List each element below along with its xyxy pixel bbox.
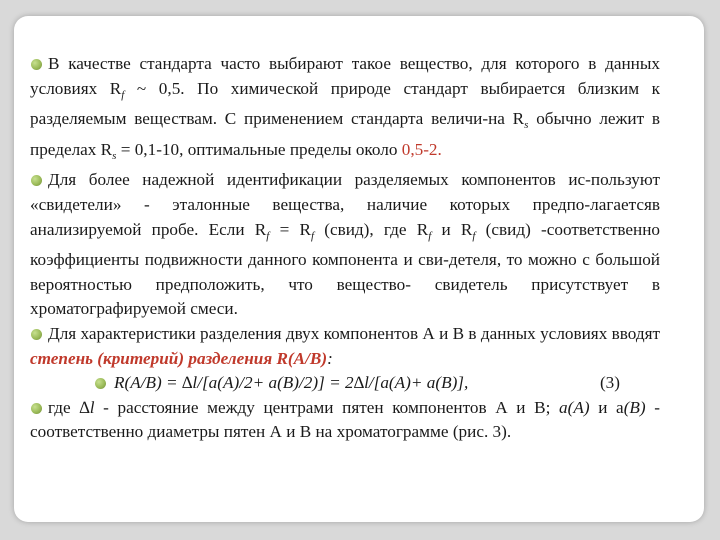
paragraph-resolution: Для характеристики разделения двух компонентов А и В в данных условиях вводят степень (критерий) разделения R(A/B): [30,323,660,368]
paragraph-witnesses: Для более надежной идентификации разделяемых компонентов ис-пользуют «свидетели» - эталонные вещества, наличие которых предпо-лагаетсяв анализируемой пробе. Если $R_f = R_f$ (свид), где $R_f$ и $R_f$ (свид) -соответственно коэффициенты подвижности данного компонента и сви-детеля, то можно с большой вероятностью предположить, что вещество- свидетель присутствует в хроматографируемой смеси. [30,170,660,319]
formula-row [30,371,660,396]
bullet-icon [31,175,42,186]
paragraph-definitions: где ∆l - расстояние между центрами пятен компонентов А и В; a(A) и a(B) - соответственно диаметры пятен А и В на хроматограмме (рис. 3). [30,397,660,442]
optimal-range: 0,5-2. [401,139,442,159]
slide-content [30,52,660,445]
bullet-icon [31,403,42,414]
resolution-formula: R(A/B) = ∆l/[a(A)/2+ a(B)/2)] = 2∆l/[a(A)+ a(B)], [114,373,469,393]
paragraph-standard: В качестве стандарта часто выбирают такое вещество, для которого в данных условиях $R_f$ ~ 0,5. По химической природе стандарт выбирается близким к разделяемым веществам. С применением стандарта величи-на $R_s$ обычно лежит в пределах $R_s = 0,1-10$, оптимальные пределы около 0,5-2. [30,54,661,162]
bullet-icon [31,59,42,70]
bullet-icon [31,329,42,340]
resolution-term: степень (критерий) разделения R(A/B) [30,348,328,368]
formula-number: (3) [599,373,620,393]
bullet-icon [95,378,106,389]
